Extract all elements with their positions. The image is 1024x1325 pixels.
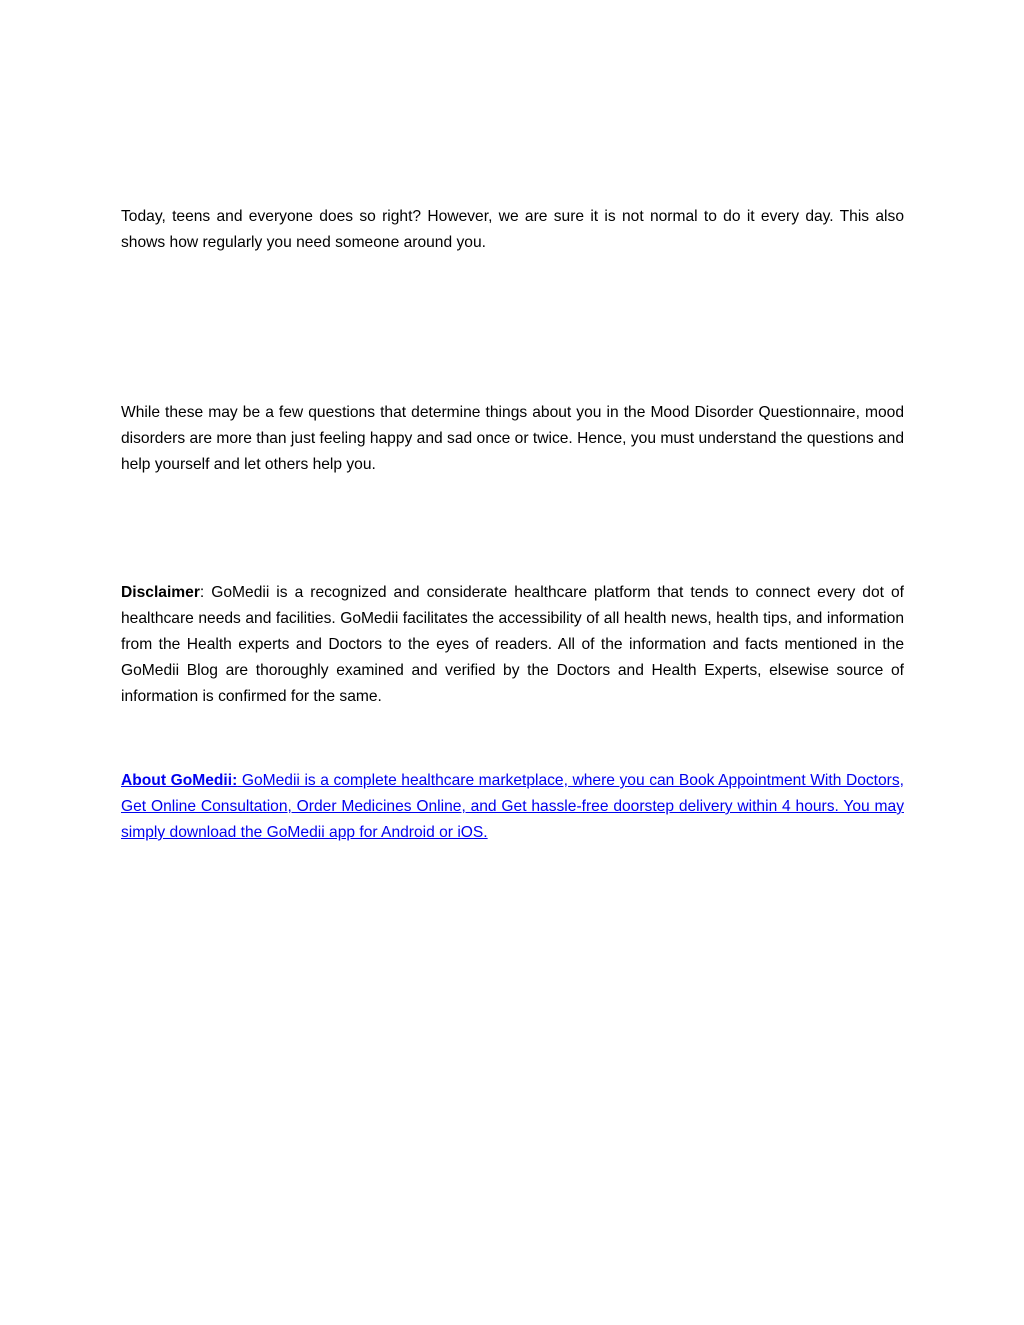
about-text: GoMedii is a complete healthcare marketplace, where you can Book Appointment With Doctors, Get Online Consultation, Order Medicines Online, and Get hassle-free doorstep delivery within 4 hours. You may simply download the GoMedii app for Android or iOS.	[121, 772, 905, 841]
paragraph-mood-disorder: While these may be a few questions that determine things about you in the Mood Disorder Questionnaire, mood disorders are more than just feeling happy and sad once or twice. Hence, you must understand the questions and help yourself and let others help you.	[121, 404, 904, 473]
disclaimer-text: : GoMedii is a recognized and considerate healthcare platform that tends to connect every dot of healthcare needs and facilities. GoMedii facilitates the accessibility of all health news, health tips, and information from the Health experts and Doctors to the eyes of readers. All of the information and facts mentioned in the GoMedii Blog are thoroughly examined and verified by the Doctors and Health Experts, elsewise source of information is confirmed for the same.	[121, 584, 904, 705]
disclaimer-paragraph	[121, 580, 904, 710]
about-paragraph	[121, 768, 904, 846]
about-label: About GoMedii:	[121, 772, 238, 789]
disclaimer-label: Disclaimer	[121, 584, 200, 601]
about-gomedii-link[interactable]	[121, 772, 904, 841]
paragraph-teens: Today, teens and everyone does so right? However, we are sure it is not normal to do it every day. This also shows how regularly you need someone around you.	[121, 208, 904, 251]
